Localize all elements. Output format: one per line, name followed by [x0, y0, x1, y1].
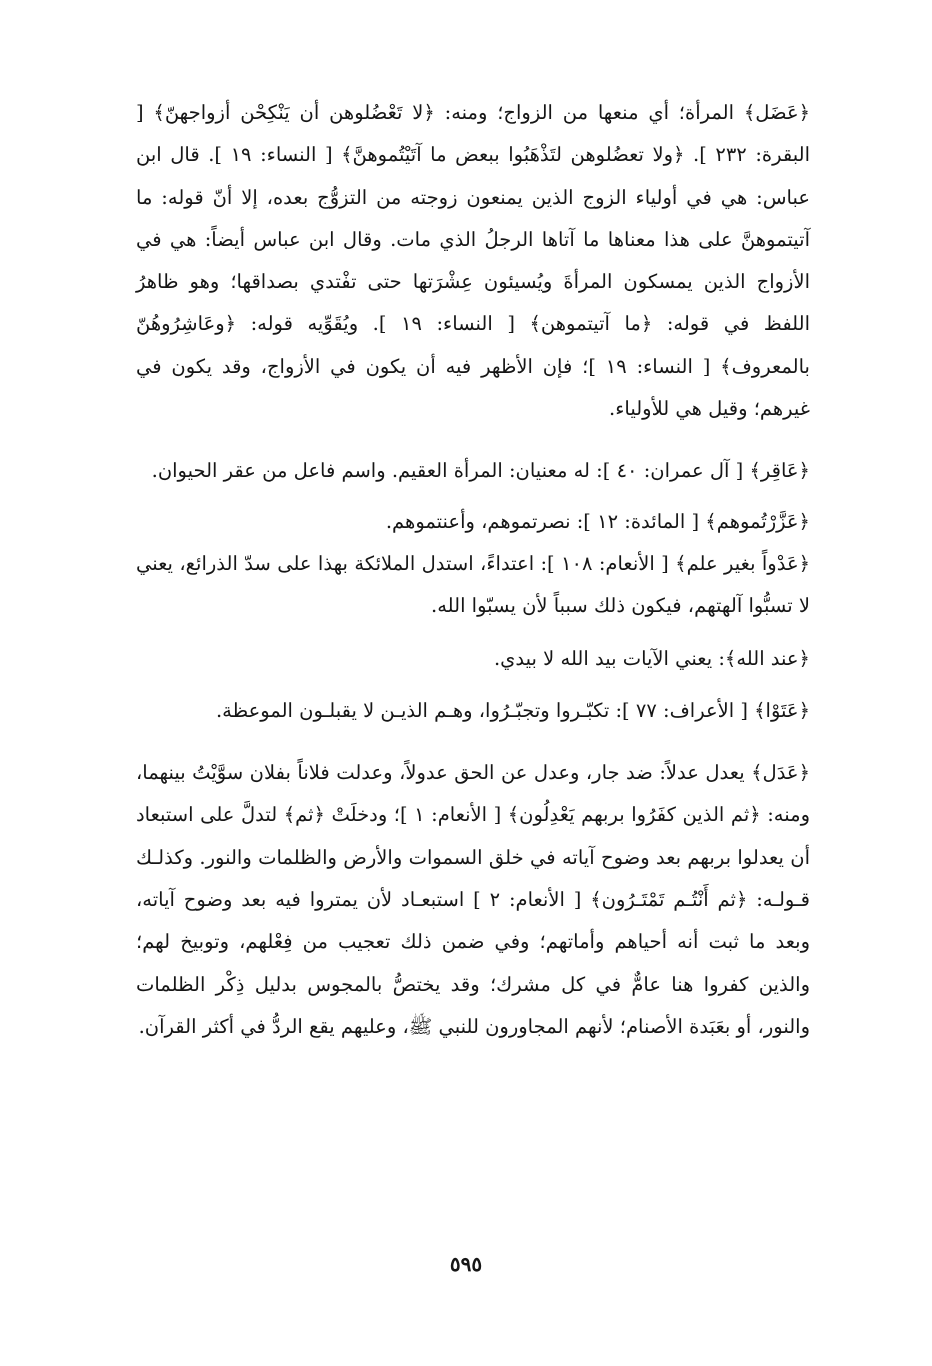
paragraph-inda-allah: ﴿عند الله﴾: يعني الآيات بيد الله لا بيدي.	[493, 646, 810, 670]
paragraph-azzartumuhum: ﴿عَزَّرْتُموهم﴾ [ المائدة: ١٢ ]: نصرتموهم، وأعنتموهم.	[385, 509, 810, 533]
paragraph-adala: ﴿عَدَل﴾ يعدل عدلاً: ضد جار، وعدل عن الحق عدولاً، وعدلت فلاناً بفلان سوَّيْتُ بينهما، ومنه: ﴿ثم الذين كفَرُوا بربهم يَعْدِلُون﴾ [ الأنعام: ١ ]؛ ودخلَتْ ﴿ثم﴾ لتدلَّ على استبعاد أن يعدلوا بربهم بعد وضوح آياته في خلق السموات والأرض والظلمات والنور. وكذلـك قـولـه: ﴿ثم أَنْتُـم تَمْتَـرُون﴾ [ الأنعام: ٢ ] استبعـاد لأن يمتروا فيه بعد وضوح آياته، وبعد ما ثبت أنه أحياهم وأماتهم؛ وفي ضمن ذلك تعجيب من فِعْلهم، وتوبيخ لهم؛ والذين كفروا هنا عامٌّ في كل مشرك؛ وقد يختصُّ بالمجوس بدليل ذِكْر الظلمات والنور، أو بعَبَدة الأصنام؛ لأنهم المجاورون للنبي ﷺ، وعليهم يقع الردُّ في أكثر القرآن.	[136, 761, 810, 1038]
paragraph-aqir: ﴿عَاقِر﴾ [ آل عمران: ٤٠ ]: له معنيان: المرأة العقيم. واسم فاعل من عقر الحيوان.	[151, 459, 810, 483]
page-number: ٥٩٥	[449, 1252, 483, 1276]
page-body	[136, 92, 838, 1048]
paragraph-adal-wife: ﴿عَضَل﴾ المرأة؛ أي منعها من الزواج؛ ومنه: ﴿لا تَعْضُلوهن أن يَنْكِحْن أزواجهنّ﴾ [ البقرة: ٢٣٢ ]. ﴿ولا تعضُلوهن لتَذْهَبُوا ببعض ما آتَيْتُموهنَّ﴾ [ النساء: ١٩ ]. قال ابن عباس: هي في أولياء الزوج الذين يمنعون زوجته من التزوُّج بعده، إلا أنّ قوله: ما آتيتموهنَّ على هذا معناها ما آتاها الرجلُ الذي مات. وقال ابن عباس أيضاً: هي في الأزواج الذين يمسكون المرأةَ ويُسيئون عِشْرَتها حتى تفْتدي بصداقها؛ وهو ظاهرُ اللفظ في قوله: ﴿ما آتيتموهن﴾ [ النساء: ١٩ ]. ويُقَوِّيه قوله: ﴿وعَاشِرُوهُنّ بالمعروف﴾ [ النساء: ١٩ ]؛ فإن الأظهر فيه أن يكون في الأزواج، وقد يكون في غيرهم؛ وقيل هي للأولياء.	[136, 101, 810, 421]
paragraph-ataw: ﴿عَتَوْا﴾ [ الأعراف: ٧٧ ]: تكبّـروا وتجبّـرُوا، وهـم الذيـن لا يقبلـون الموعظة.	[215, 698, 810, 722]
paragraph-adwan: ﴿عَدْواً بغير علم﴾ [ الأنعام: ١٠٨ ]: اعتداءً، استدل الملائكة بهذا على سدّ الذرائع، يعني لا تسبُّوا آلهتهم، فيكون ذلك سبباً لأن يسبّوا الله.	[136, 551, 811, 618]
